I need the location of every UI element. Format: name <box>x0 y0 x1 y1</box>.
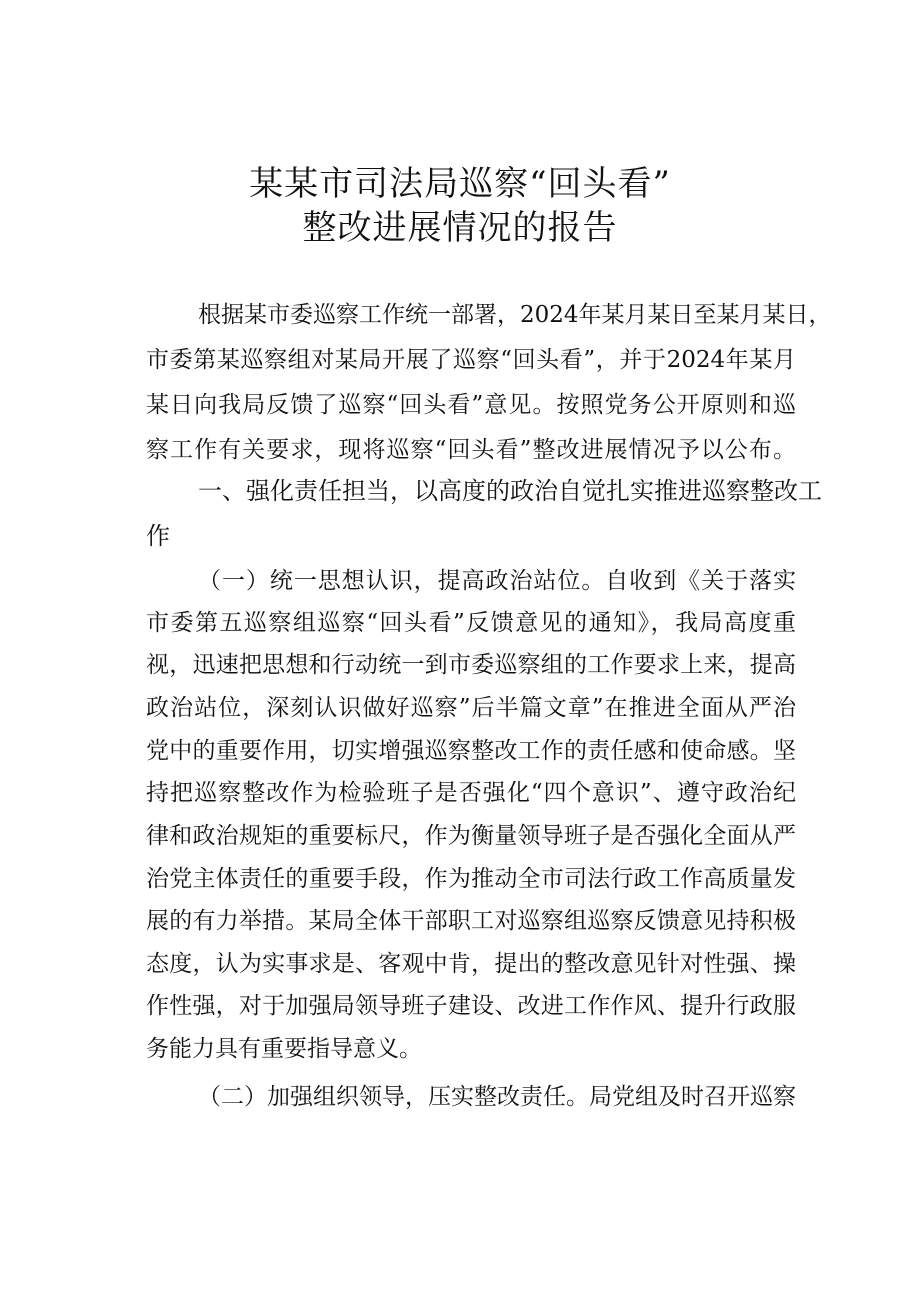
paragraph-line: 持把巡察整改作为检验班子是否强化“四个意识”、遵守政治纪 <box>146 780 796 806</box>
intro-line: 察工作有关要求，现将巡察“回头看”整改进展情况予以公布。 <box>146 437 796 463</box>
paragraph-line: 作性强，对于加强局领导班子建设、改进工作作风、提升行政服 <box>146 993 796 1019</box>
paragraph-line: 律和政治规矩的重要标尺，作为衡量领导班子是否强化全面从严 <box>146 823 796 849</box>
paragraph-line: 态度，认为实事求是、客观中肯，提出的整改意见针对性强、操 <box>146 951 796 977</box>
document-title-line-1: 某某市司法局巡察“回头看” <box>249 164 671 204</box>
paragraph-line: 治党主体责任的重要手段，作为推动全市司法行政工作高质量发 <box>146 866 796 892</box>
paragraph-line: （一）统一思想认识，提高政治站位。自收到《关于落实 <box>198 568 796 594</box>
paragraph-line: （二）加强组织领导，压实整改责任。局党组及时召开巡察 <box>198 1084 796 1110</box>
intro-line: 市委第某巡察组对某局开展了巡察“回头看”，并于2024年某月 <box>146 347 796 373</box>
intro-line: 根据某市委巡察工作统一部署，2024年某月某日至某月某日， <box>198 302 832 328</box>
paragraph-line: 展的有力举措。某局全体干部职工对巡察组巡察反馈意见持积极 <box>146 908 796 934</box>
paragraph-line: 党中的重要作用，切实增强巡察整改工作的责任感和使命感。坚 <box>146 738 796 764</box>
paragraph-line: 视，迅速把思想和行动统一到市委巡察组的工作要求上来，提高 <box>146 652 796 678</box>
paragraph-line: 政治站位，深刻认识做好巡察”后半篇文章”在推进全面从严治 <box>146 695 796 721</box>
paragraph-line: 市委第五巡察组巡察“回头看”反馈意见的通知》，我局高度重 <box>146 610 796 636</box>
section-heading-line: 一、强化责任担当，以高度的政治自觉扎实推进巡察整改工 <box>198 477 822 505</box>
intro-line: 某日向我局反馈了巡察“回头看”意见。按照党务公开原则和巡 <box>146 392 796 418</box>
paragraph-line: 务能力具有重要指导意义。 <box>146 1036 422 1062</box>
document-title-line-2: 整改进展情况的报告 <box>302 208 618 248</box>
section-heading-line: 作 <box>146 522 170 550</box>
